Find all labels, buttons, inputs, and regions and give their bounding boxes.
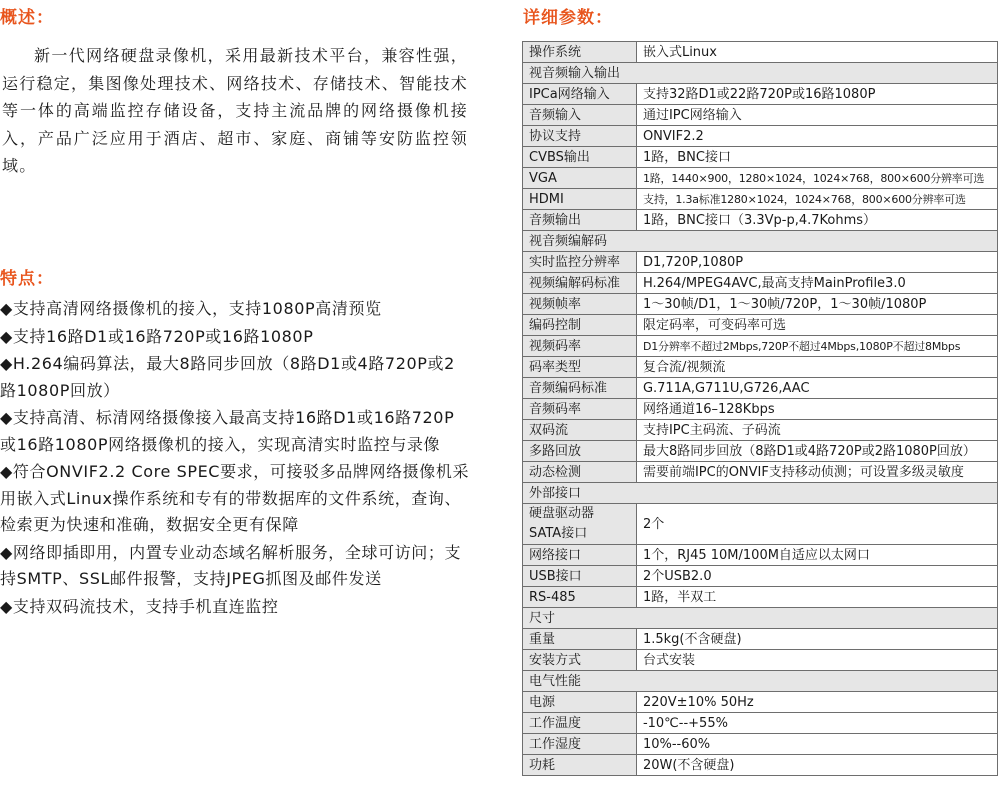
spec-key: 网络接口: [523, 545, 637, 566]
feature-item: ◆支持双码流技术，支持手机直连监控: [0, 596, 279, 616]
spec-value: 1路，BNC接口（3.3Vp-p,4.7Kohms）: [636, 210, 997, 231]
spec-row: [523, 315, 998, 336]
spec-key: 音频编码标准: [523, 378, 637, 399]
spec-value: G.711A,G711U,G726,AAC: [636, 378, 997, 399]
spec-value: -10℃--+55%: [636, 713, 997, 734]
spec-row: [523, 294, 998, 315]
feature-item: ◆符合ONVIF2.2 Core SPEC要求，可接驳多品牌网络摄像机采用嵌入式Linux操作系统和专有的带数据库的文件系统，查询、检索更为快速和准确，数据安全更有保障: [0, 462, 470, 534]
spec-key: 重量: [523, 629, 637, 650]
spec-row: [523, 629, 998, 650]
spec-row: [523, 42, 998, 63]
spec-key: 音频输出: [523, 210, 637, 231]
spec-key: USB接口: [523, 566, 637, 587]
spec-row: [523, 378, 998, 399]
overview-text: 新一代网络硬盘录像机，采用最新技术平台，兼容性强，运行稳定，集图像处理技术、网络技术、存储技术、智能技术等一体的高端监控存储设备，支持主流品牌的网络摄像机接入，产品广泛应用于酒店、超市、家庭、商铺等安防监控领域。: [2, 46, 468, 175]
spec-value: 最大8路同步回放（8路D1或4路720P或2路1080P回放）: [636, 441, 997, 462]
feature-item: ◆支持高清、标清网络摄像接入最高支持16路D1或16路720P或16路1080P网络摄像机的接入，实现高清实时监控与录像: [0, 408, 455, 454]
spec-row: [523, 336, 998, 357]
details-heading: 详细参数：: [523, 8, 613, 28]
spec-section-label: 外部接口: [523, 483, 998, 504]
spec-value: 需要前端IPC的ONVIF支持移动侦测；可设置多级灵敏度: [636, 462, 997, 483]
spec-key-line: SATA接口: [529, 526, 588, 541]
spec-value: 支持32路D1或22路720P或16路1080P: [636, 84, 997, 105]
spec-key: 视频码率: [523, 336, 637, 357]
spec-row: [523, 399, 998, 420]
spec-key: 视频帧率: [523, 294, 637, 315]
spec-section-label: 尺寸: [523, 608, 998, 629]
spec-key-line: 硬盘驱动器: [529, 506, 595, 521]
spec-key: 协议支持: [523, 126, 637, 147]
spec-value: 1～30帧/D1，1～30帧/720P，1～30帧/1080P: [636, 294, 997, 315]
spec-section-row: [523, 483, 998, 504]
spec-key: 安装方式: [523, 650, 637, 671]
spec-key: VGA: [523, 168, 637, 189]
spec-key: 双码流: [523, 420, 637, 441]
spec-row: [523, 755, 998, 776]
spec-row: [523, 420, 998, 441]
spec-value: 网络通道16–128Kbps: [636, 399, 997, 420]
overview-heading: 概述：: [0, 8, 54, 28]
feature-item: ◆支持16路D1或16路720P或16路1080P: [0, 326, 314, 346]
feature-item: ◆H.264编码算法，最大8路同步回放（8路D1或4路720P或2路1080P回放）: [0, 354, 455, 400]
spec-row: [523, 713, 998, 734]
spec-section-row: [523, 63, 998, 84]
spec-value: 1路，BNC接口: [636, 147, 997, 168]
spec-value: D1分辨率不超过2Mbps,720P不超过4Mbps,1080P不超过8Mbps: [636, 336, 997, 357]
spec-row: [523, 462, 998, 483]
spec-value: 台式安装: [636, 650, 997, 671]
spec-key: 音频码率: [523, 399, 637, 420]
spec-key: 音频输入: [523, 105, 637, 126]
spec-value: 10%--60%: [636, 734, 997, 755]
spec-row: [523, 252, 998, 273]
spec-section-row: [523, 671, 998, 692]
spec-row: [523, 189, 998, 210]
feature-item: ◆网络即插即用，内置专业动态域名解析服务，全球可访问；支持SMTP、SSL邮件报警，支持JPEG抓图及邮件发送: [0, 542, 462, 588]
spec-value: 嵌入式Linux: [636, 42, 997, 63]
spec-key: 工作湿度: [523, 734, 637, 755]
spec-key: HDMI: [523, 189, 637, 210]
spec-value: 支持，1.3a标准1280×1024，1024×768，800×600分辨率可选: [636, 189, 997, 210]
spec-value: 复合流/视频流: [636, 357, 997, 378]
spec-key: CVBS输出: [523, 147, 637, 168]
spec-value: 通过IPC网络输入: [636, 105, 997, 126]
spec-row: [523, 168, 998, 189]
spec-key: 工作温度: [523, 713, 637, 734]
spec-section-label: 视音频输入输出: [523, 63, 998, 84]
spec-row: [523, 545, 998, 566]
spec-row: [523, 126, 998, 147]
spec-row: [523, 273, 998, 294]
spec-key: 动态检测: [523, 462, 637, 483]
spec-key: 编码控制: [523, 315, 637, 336]
spec-row: [523, 147, 998, 168]
spec-row: [523, 692, 998, 713]
spec-value: 1路，1440×900，1280×1024，1024×768，800×600分辨率可选: [636, 168, 997, 189]
spec-section-label: 电气性能: [523, 671, 998, 692]
spec-section-row: [523, 608, 998, 629]
spec-value: H.264/MPEG4AVC,最高支持MainProfile3.0: [636, 273, 997, 294]
spec-value: 1.5kg(不含硬盘): [636, 629, 997, 650]
spec-value: 2个USB2.0: [636, 566, 997, 587]
spec-row: [523, 734, 998, 755]
spec-key: 多路回放: [523, 441, 637, 462]
spec-row: [523, 504, 998, 545]
spec-key: 视频编解码标准: [523, 273, 637, 294]
spec-row: [523, 566, 998, 587]
spec-key: 功耗: [523, 755, 637, 776]
spec-key: 操作系统: [523, 42, 637, 63]
spec-value: 1个，RJ45 10M/100M自适应以太网口: [636, 545, 997, 566]
spec-value: 支持IPC主码流、子码流: [636, 420, 997, 441]
spec-row: [523, 84, 998, 105]
features-heading: 特点：: [0, 269, 54, 289]
spec-value: 20W(不含硬盘): [636, 755, 997, 776]
spec-value: 1路，半双工: [636, 587, 997, 608]
spec-row: [523, 210, 998, 231]
spec-value: 220V±10% 50Hz: [636, 692, 997, 713]
spec-key: [523, 504, 637, 545]
spec-key: 电源: [523, 692, 637, 713]
feature-item: ◆支持高清网络摄像机的接入，支持1080P高清预览: [0, 299, 382, 318]
spec-row: [523, 441, 998, 462]
spec-value: D1,720P,1080P: [636, 252, 997, 273]
spec-value: ONVIF2.2: [636, 126, 997, 147]
spec-key: RS-485: [523, 587, 637, 608]
spec-key: 实时监控分辨率: [523, 252, 637, 273]
spec-key: IPCa网络输入: [523, 84, 637, 105]
spec-row: [523, 105, 998, 126]
spec-value: 限定码率，可变码率可选: [636, 315, 997, 336]
spec-row: [523, 587, 998, 608]
spec-section-label: 视音频编解码: [523, 231, 998, 252]
spec-row: [523, 357, 998, 378]
spec-value: 2个: [636, 504, 997, 545]
spec-key: 码率类型: [523, 357, 637, 378]
features-list: [0, 296, 470, 621]
spec-section-row: [523, 231, 998, 252]
spec-row: [523, 650, 998, 671]
spec-table: [522, 41, 998, 776]
